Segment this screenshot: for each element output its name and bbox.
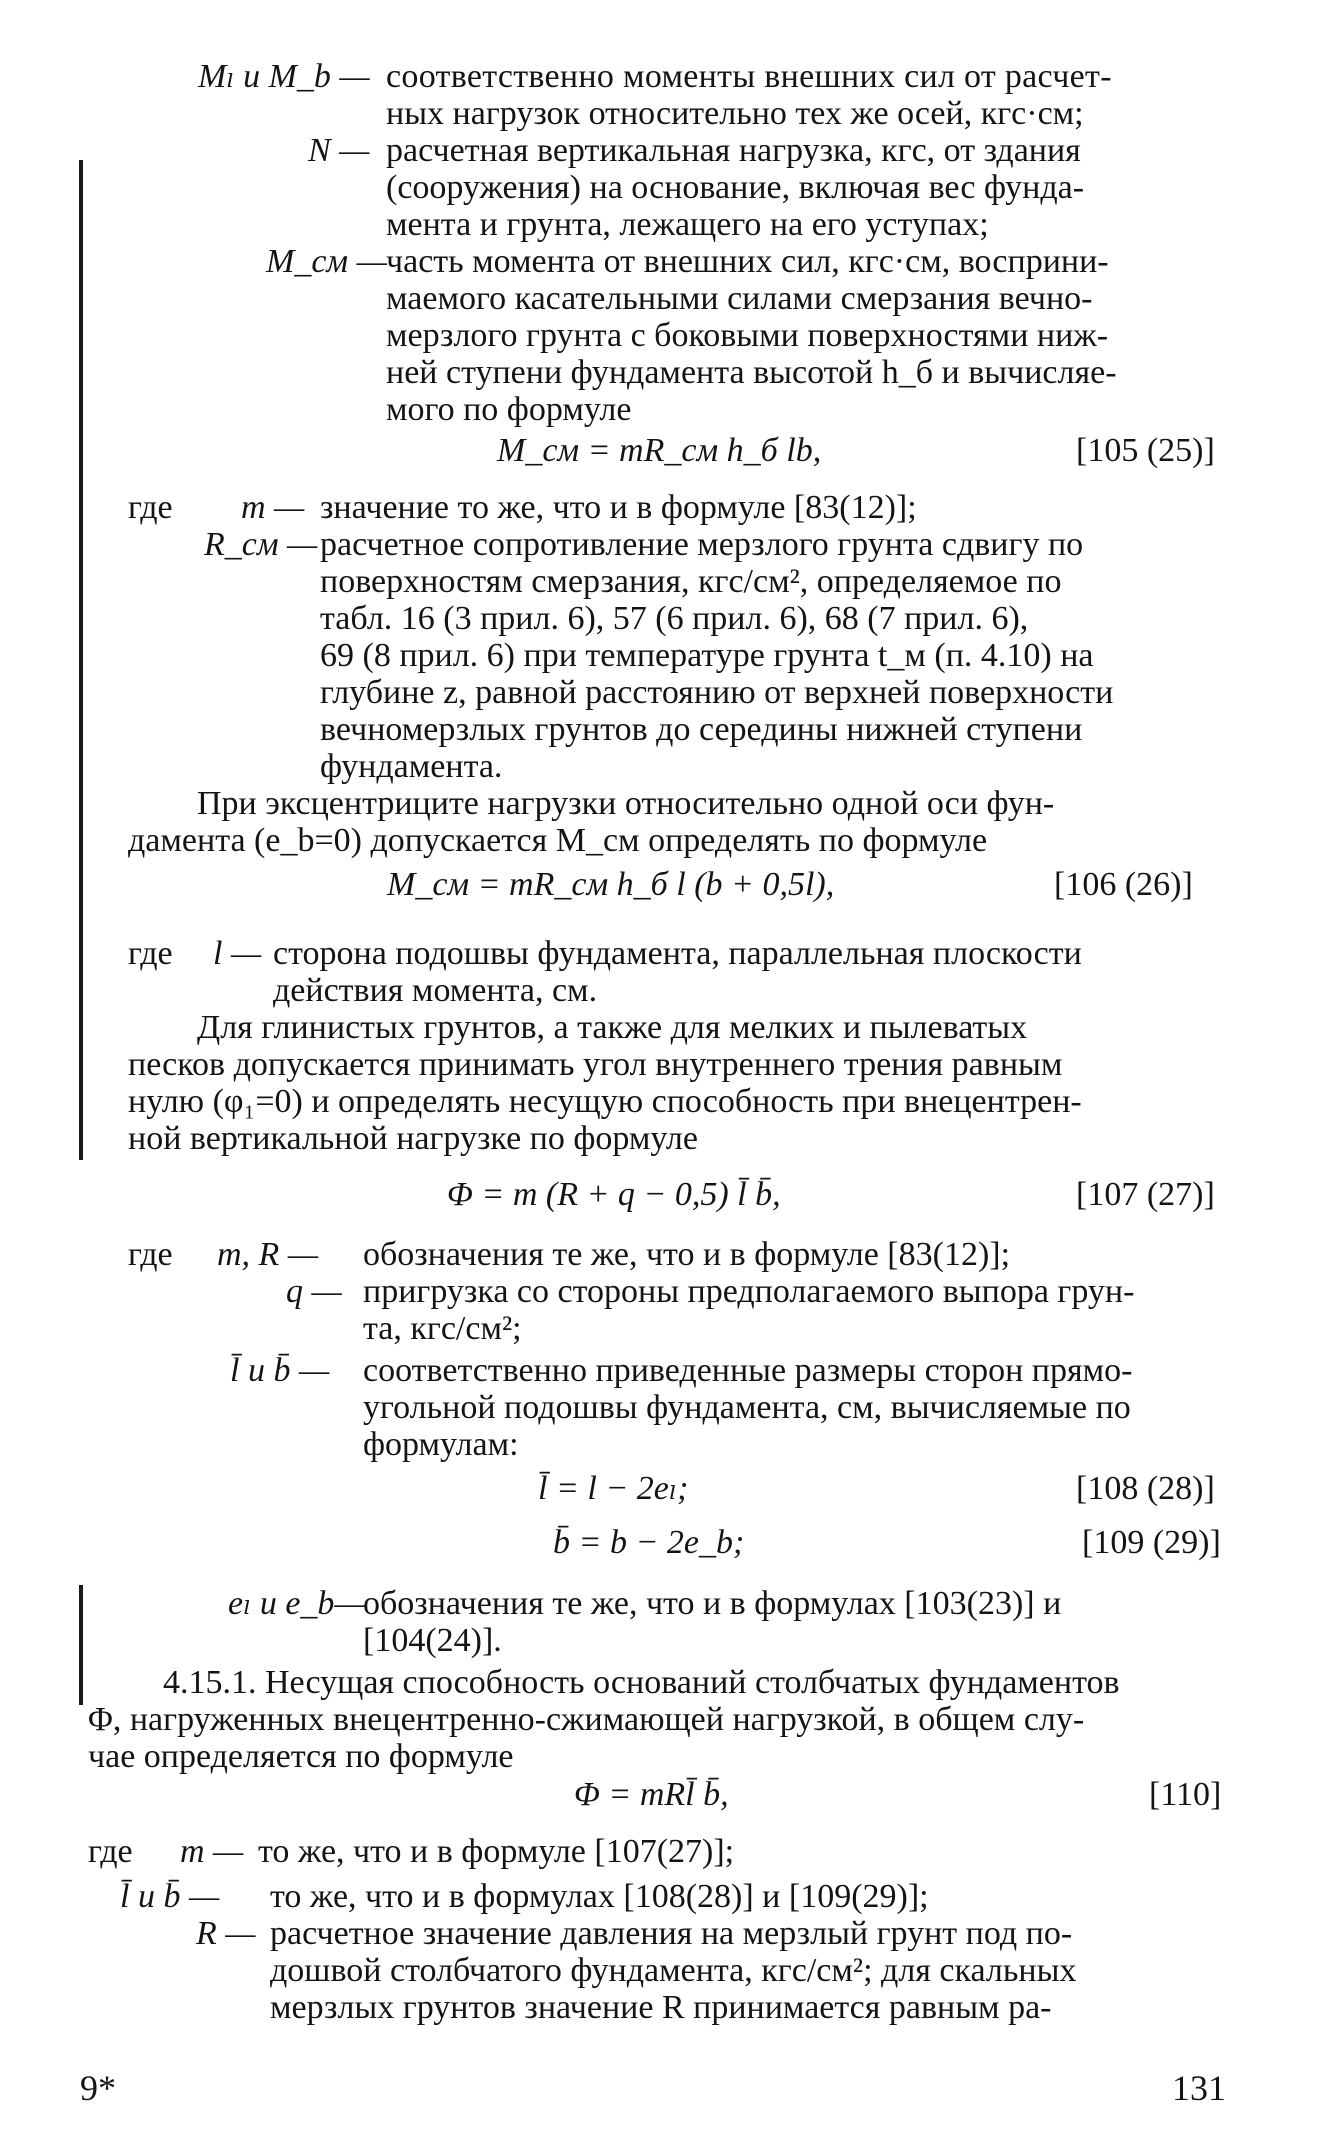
def-symbol-msm: M_см — <box>266 243 387 280</box>
def-text: формулам: <box>363 1426 519 1463</box>
def-text: ней ступени фундамента высотой h_б и вычисляе- <box>386 354 1117 391</box>
formula-108: l̄ = l − 2eₗ; <box>538 1470 689 1507</box>
def-text: табл. 16 (3 прил. 6), 57 (6 прил. 6), 68 (7 прил. 6), <box>320 600 1029 637</box>
section-text: чае определяется по формуле <box>88 1738 514 1775</box>
paragraph-text: ной вертикальной нагрузке по формуле <box>128 1120 698 1157</box>
def-text: мого по формуле <box>386 391 632 428</box>
def-text: соответственно приведенные размеры сторон прямо- <box>363 1352 1133 1389</box>
formula-number: [110] <box>1149 1776 1222 1813</box>
def-text: (сооружения) на основание, включая вес фунда- <box>386 169 1085 206</box>
def-text: мента и грунта, лежащего на его уступах; <box>386 206 989 243</box>
def-text: мерзлого грунта с боковыми поверхностями ниж- <box>386 317 1109 354</box>
formula-number: [109 (29)] <box>1082 1524 1221 1561</box>
where-label: где <box>128 489 173 526</box>
def-text: сторона подошвы фундамента, параллельная плоскости <box>273 935 1082 972</box>
section-text: Φ, нагруженных внецентренно-сжимающей нагрузкой, в общем слу- <box>88 1701 1085 1738</box>
paragraph-text: песков допускается принимать угол внутреннего трения равным <box>128 1046 1063 1083</box>
revision-bar-top <box>79 160 83 1160</box>
def-text: мерзлых грунтов значение R принимается равным ра- <box>270 1989 1052 2026</box>
def-text: расчетное сопротивление мерзлого грунта сдвигу по <box>320 526 1084 563</box>
def-text: глубине z, равной расстоянию от верхней поверхности <box>320 674 1114 711</box>
def-text: та, кгс/см²; <box>363 1310 522 1347</box>
def-symbol-n: N — <box>308 132 370 169</box>
paragraph-text: дамента (e_b=0) допускается M_см определять по формуле <box>128 822 988 859</box>
def-symbol-q: q — <box>286 1273 342 1310</box>
def-symbol-l-b: l̄ и b̄ — <box>120 1878 220 1915</box>
formula-number: [106 (26)] <box>1054 866 1193 903</box>
revision-bar-bottom <box>79 1585 83 1705</box>
formula-109: b̄ = b − 2e_b; <box>553 1524 745 1561</box>
def-symbol-l-b: l̄ и b̄ — <box>230 1352 330 1389</box>
def-text: действия момента, см. <box>273 972 598 1009</box>
def-text: поверхностям смерзания, кгс/см², определяемое по <box>320 563 1062 600</box>
def-text: пригрузка со стороны предполагаемого выпора грун- <box>363 1273 1135 1310</box>
def-text: фундамента. <box>320 748 503 785</box>
def-text: то же, что и в формуле [107(27)]; <box>258 1833 735 1870</box>
def-text: угольной подошвы фундамента, см, вычисляемые по <box>363 1389 1131 1426</box>
def-text: обозначения те же, что и в формулах [103(23)] и <box>363 1585 1062 1622</box>
def-text: расчетное значение давления на мерзлый грунт под по- <box>270 1915 1073 1952</box>
formula-number: [107 (27)] <box>1076 1176 1215 1213</box>
where-label: где <box>128 1236 173 1273</box>
def-text: то же, что и в формулах [108(28)] и [109(29)]; <box>270 1878 929 1915</box>
signature-mark: 9* <box>80 2068 116 2108</box>
def-symbol-m: m — <box>180 1833 244 1870</box>
where-label: где <box>128 935 173 972</box>
def-text: 69 (8 прил. 6) при температуре грунта t_м (п. 4.10) на <box>320 637 1094 674</box>
paragraph-text: При эксцентриците нагрузки относительно одной оси фун- <box>197 785 1055 822</box>
paragraph-text: нулю (φ₁=0) и определять несущую способность при внецентрен- <box>128 1083 1082 1120</box>
def-text: соответственно моменты внешних сил от расчет- <box>386 58 1112 95</box>
def-text: дошвой столбчатого фундамента, кгс/см²; для скальных <box>270 1952 1077 1989</box>
def-symbol-m-r: m, R — <box>217 1236 319 1273</box>
def-text: маемого касательными силами смерзания вечно- <box>386 280 1093 317</box>
def-text: значение то же, что и в формуле [83(12)]; <box>320 489 917 526</box>
formula-number: [105 (25)] <box>1076 432 1215 469</box>
def-text: [104(24)]. <box>363 1622 502 1659</box>
def-symbol-ml-mb: Mₗ и M_b — <box>198 58 370 95</box>
def-text: расчетная вертикальная нагрузка, кгс, от здания <box>386 132 1081 169</box>
where-label: где <box>88 1833 133 1870</box>
def-symbol-el-eb: eₗ и e_b— <box>228 1585 365 1622</box>
def-symbol-r: R — <box>196 1915 256 1952</box>
def-symbol-l: l — <box>213 935 262 972</box>
def-symbol-m: m — <box>241 489 305 526</box>
formula-105: M_см = mR_см h_б lb, <box>497 432 822 469</box>
def-symbol-rsm: R_см — <box>204 526 318 563</box>
def-text: ных нагрузок относительно тех же осей, кгс·см; <box>386 95 1084 132</box>
def-text: часть момента от внешних сил, кгс·см, восприни- <box>386 243 1109 280</box>
page-number: 131 <box>1172 2068 1226 2108</box>
formula-number: [108 (28)] <box>1076 1470 1215 1507</box>
formula-106: M_см = mR_см h_б l (b + 0,5l), <box>387 866 835 903</box>
formula-107: Φ = m (R + q − 0,5) l̄ b̄, <box>447 1176 781 1213</box>
def-text: вечномерзлых грунтов до середины нижней ступени <box>320 711 1083 748</box>
paragraph-text: Для глинистых грунтов, а также для мелких и пылеватых <box>197 1009 1028 1046</box>
formula-110: Φ = mRl̄ b̄, <box>574 1776 729 1813</box>
section-text: 4.15.1. Несущая способность оснований столбчатых фундаментов <box>163 1664 1120 1701</box>
def-text: обозначения те же, что и в формуле [83(12)]; <box>363 1236 1011 1273</box>
